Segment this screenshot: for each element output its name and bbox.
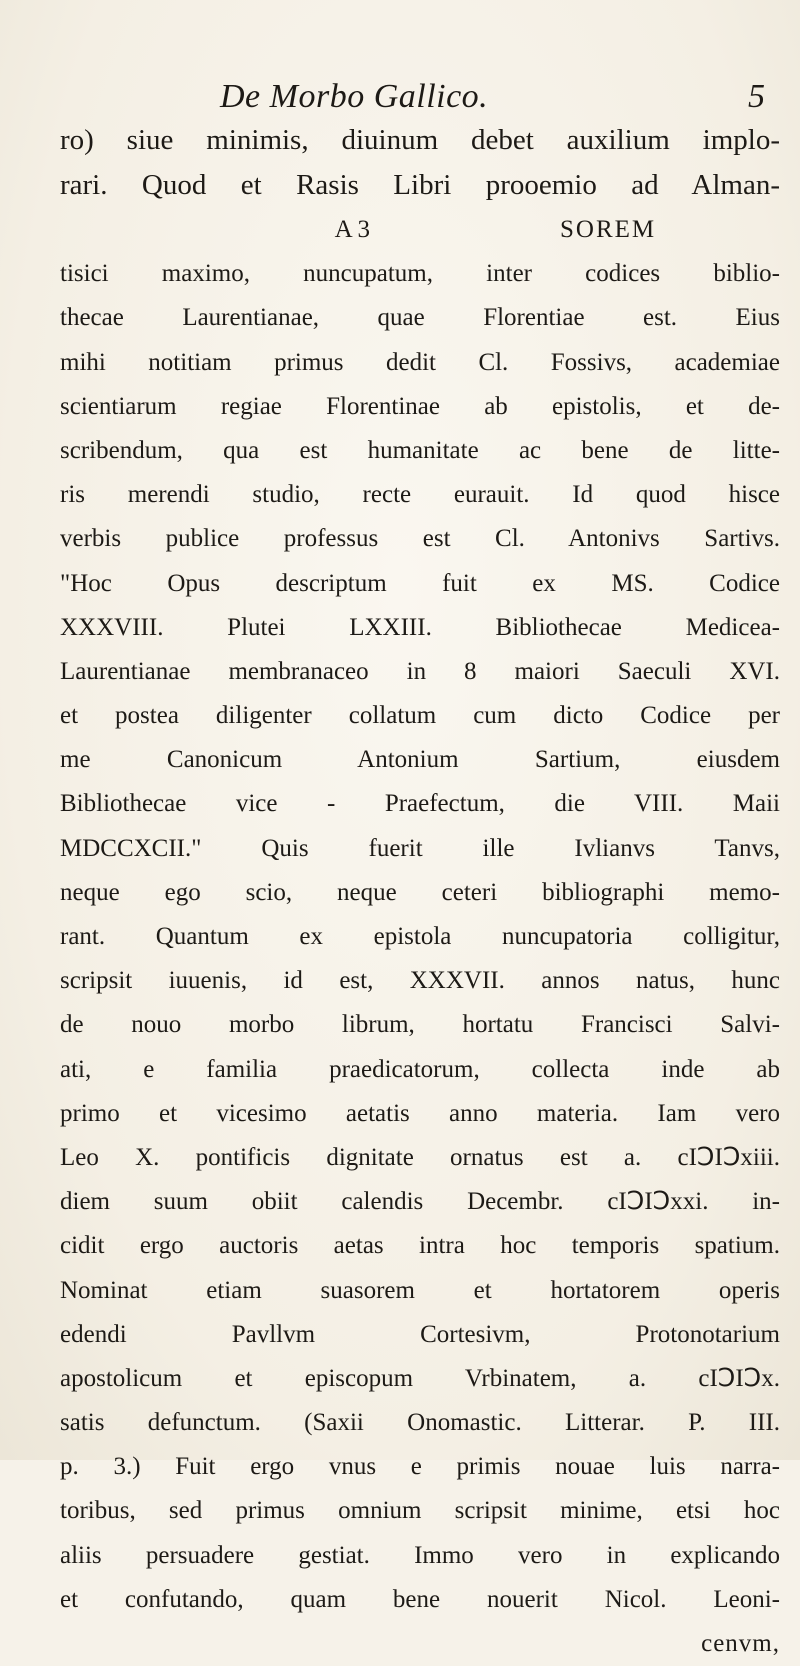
running-title: De Morbo Gallico. xyxy=(220,78,489,115)
text-line: edendi Pavllvm Cortesivm, Protonotarium xyxy=(60,1320,780,1348)
catchword: SOREM xyxy=(560,216,657,243)
body-text xyxy=(60,118,780,1666)
text-line: neque ego scio, neque ceteri bibliographi memo- xyxy=(60,878,780,906)
text-line: ris merendi studio, recte eurauit. Id quod hisce xyxy=(60,481,780,509)
text-line: mihi notitiam primus dedit Cl. Fossivs, academiae xyxy=(60,348,780,376)
text-line: et postea diligenter collatum cum dicto Codice per xyxy=(60,702,780,730)
text-line: aliis persuadere gestiat. Immo vero in explicando xyxy=(60,1541,780,1569)
text-line: satis defunctum. (Saxii Onomastic. Litterar. P. III. xyxy=(60,1409,780,1437)
text-line: verbis publice professus est Cl. Antonivs Sartivs. xyxy=(60,525,780,553)
text-line: rari. Quod et Rasis Libri prooemio ad Alman- xyxy=(60,169,780,201)
signature-line xyxy=(60,208,780,252)
text-line: scripsit iuuenis, id est, XXXVII. annos natus, hunc xyxy=(60,967,780,995)
text-line: ro) siue minimis, diuinum debet auxilium implo- xyxy=(60,124,780,156)
text-line: "Hoc Opus descriptum fuit ex MS. Codice xyxy=(60,569,780,597)
text-line: Bibliothecae vice - Praefectum, die VIII. Maii xyxy=(60,790,780,818)
text-line: Leo X. pontificis dignitate ornatus est a. cIↃIↃxiii. xyxy=(60,1143,780,1171)
signature-mark: A 3 xyxy=(334,216,370,243)
catchword-line: cenvm, xyxy=(701,1630,780,1657)
text-line: MDCCXCII." Quis fuerit ille Ivlianvs Tanvs, xyxy=(60,834,780,862)
text-line: scientiarum regiae Florentinae ab epistolis, et de- xyxy=(60,392,780,420)
text-line: primo et vicesimo aetatis anno materia. Iam vero xyxy=(60,1099,780,1127)
page-header xyxy=(0,78,800,118)
text-line: tisici maximo, nuncupatum, inter codices biblio- xyxy=(60,260,780,288)
text-line: apostolicum et episcopum Vrbinatem, a. cIↃIↃx. xyxy=(60,1364,780,1392)
text-line: diem suum obiit calendis Decembr. cIↃIↃxxi. in- xyxy=(60,1188,780,1216)
page-number: 5 xyxy=(748,78,765,115)
text-line: cidit ergo auctoris aetas intra hoc temporis spatium. xyxy=(60,1232,780,1260)
text-line: XXXVIII. Plutei LXXIII. Bibliothecae Medicea- xyxy=(60,613,780,641)
text-line: scribendum, qua est humanitate ac bene de litte- xyxy=(60,436,780,464)
text-line: rant. Quantum ex epistola nuncupatoria colligitur, xyxy=(60,923,780,950)
text-line: ati, e familia praedicatorum, collecta inde ab xyxy=(60,1055,780,1083)
text-line: Nominat etiam suasorem et hortatorem operis xyxy=(60,1276,780,1304)
text-line: p. 3.) Fuit ergo vnus e primis nouae luis narra- xyxy=(60,1453,780,1481)
text-line: de nouo morbo librum, hortatu Francisci Salvi- xyxy=(60,1011,780,1039)
text-line: thecae Laurentianae, quae Florentiae est. Eius xyxy=(60,304,780,332)
text-line: toribus, sed primus omnium scripsit minime, etsi hoc xyxy=(60,1497,780,1525)
text-line: et confutando, quam bene nouerit Nicol. Leoni- xyxy=(60,1585,780,1613)
text-line: Laurentianae membranaceo in 8 maiori Saeculi XVI. xyxy=(60,657,780,685)
text-line: me Canonicum Antonium Sartium, eiusdem xyxy=(60,746,780,774)
